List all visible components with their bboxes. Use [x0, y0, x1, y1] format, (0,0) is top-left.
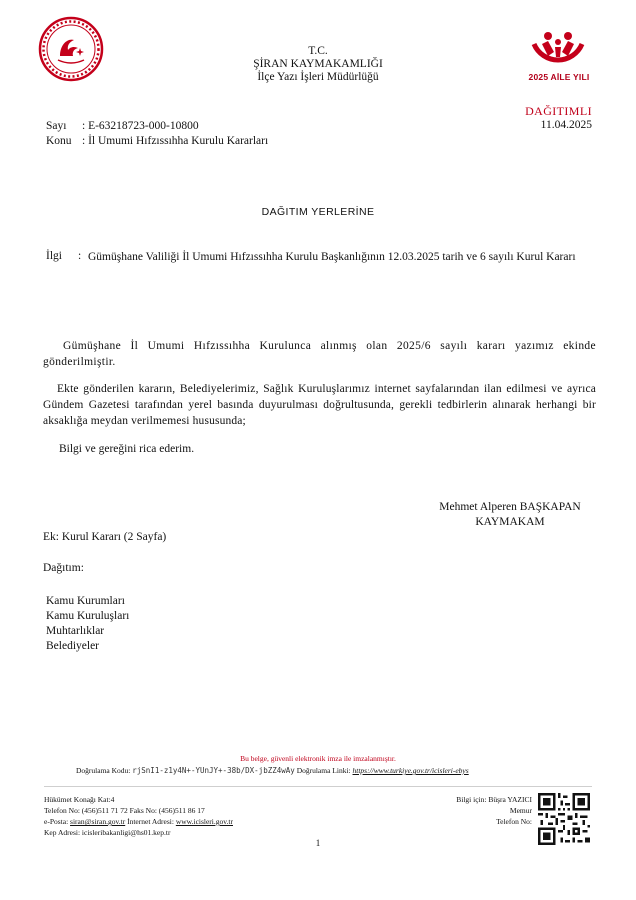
distribution-label: Dağıtım: — [43, 562, 84, 574]
verification-link-label: Doğrulama Linki: — [296, 766, 351, 775]
header-line-tc: T.C. — [308, 45, 328, 57]
web-link[interactable]: www.icisleri.gov.tr — [175, 817, 233, 826]
signature-block — [400, 500, 620, 530]
body-paragraph-1: Gümüşhane İl Umumi Hıfzıssıhha Kurulunca alınmış olan 2025/6 sayılı kararı yazımız ekinde gönderilmiştir. — [43, 340, 596, 368]
page-number: 1 — [315, 838, 321, 848]
ilgi-label: İlgi — [46, 250, 62, 262]
email-link[interactable]: siran@siran.gov.tr — [70, 817, 126, 826]
footer-address: Hükümet Konağı Kat:4 — [44, 795, 115, 804]
body-paragraph-2: Ekte gönderilen kararın, Belediyelerimiz, Sağlık Kuruluşlarımız internet sayfalarından ilan edilmesi ve ayrıca Gündem Gazetesi tarafından yerel basında duyurulması doğrultusunda, gerekli tedbirlerin alınarak herhangi bir aksaklığa meydan verilmemesi hususunda; — [43, 383, 596, 427]
document-date: 11.04.2025 — [540, 119, 592, 131]
footer-phone: Telefon No: (456)511 71 72 Faks No: (456)511 86 17 — [44, 806, 205, 815]
body-paragraph-3: Bilgi ve gereğini rica ederim. — [59, 443, 195, 455]
konu-label: Konu — [46, 135, 72, 147]
konu-row — [46, 135, 268, 147]
footer-info — [420, 794, 532, 827]
attachment-note: Ek: Kurul Kararı (2 Sayfa) — [43, 531, 167, 543]
family-year-caption: 2025 AİLE YILI — [528, 72, 590, 82]
list-item: Muhtarlıklar — [46, 625, 105, 637]
distribution-list — [46, 594, 129, 654]
header-line-department: İlçe Yazı İşleri Müdürlüğü — [257, 71, 379, 83]
list-item: Kamu Kuruluşları — [46, 610, 130, 622]
verification-code: rjSnI1-z1y4N+-YUnJY+-38b/DX-jbZZ4wAy — [132, 766, 295, 775]
list-item: Kamu Kurumları — [46, 595, 125, 607]
list-item: Belediyeler — [46, 640, 100, 652]
distribution-mark: DAĞITIMLI — [525, 104, 592, 118]
signer-title: KAYMAKAM — [475, 516, 545, 528]
sayi-row — [46, 120, 199, 132]
header-line-institution: ŞİRAN KAYMAKAMLIĞI — [253, 58, 383, 70]
e-signature-notice: Bu belge, güvenli elektronik imza ile imzalanmıştır. — [240, 754, 396, 763]
sayi-value: : E-63218723-000-10800 — [82, 120, 199, 132]
footer-kep: Kep Adresi: icisleribakanligi@hs01.kep.tr — [44, 828, 171, 837]
info-phone: Telefon No: — [496, 817, 532, 826]
info-role: Memur — [509, 806, 532, 815]
footer-contact — [44, 794, 233, 838]
verification-line — [76, 766, 469, 775]
email-label: e-Posta: — [44, 817, 69, 826]
signer-name: Mehmet Alperen BAŞKAPAN — [439, 501, 581, 513]
footer-email-web — [44, 816, 233, 827]
family-year-logo — [522, 22, 594, 70]
sayi-label: Sayı — [46, 120, 67, 132]
letterhead — [200, 45, 436, 84]
konu-value: : İl Umumi Hıfzıssıhha Kurulu Kararları — [82, 135, 269, 147]
verification-link[interactable]: https://www.turkiye.gov.tr/icisleri-ebys — [352, 766, 469, 775]
ilgi-text: Gümüşhane Valiliği İl Umumi Hıfzıssıhha Kurulu Başkanlığının 12.03.2025 tarih ve 6 sayılı Kurul Kararı — [88, 251, 576, 263]
ministry-seal-logo — [38, 16, 104, 82]
web-label: İnternet Adresi: — [127, 817, 174, 826]
footer-divider — [44, 786, 592, 787]
info-contact: Bilgi için: Büşra YAZICI — [456, 795, 532, 804]
addressee-title: DAĞITIM YERLERİNE — [261, 206, 375, 218]
verification-code-label: Doğrulama Kodu: — [76, 766, 131, 775]
ilgi-separator: : — [78, 250, 82, 262]
